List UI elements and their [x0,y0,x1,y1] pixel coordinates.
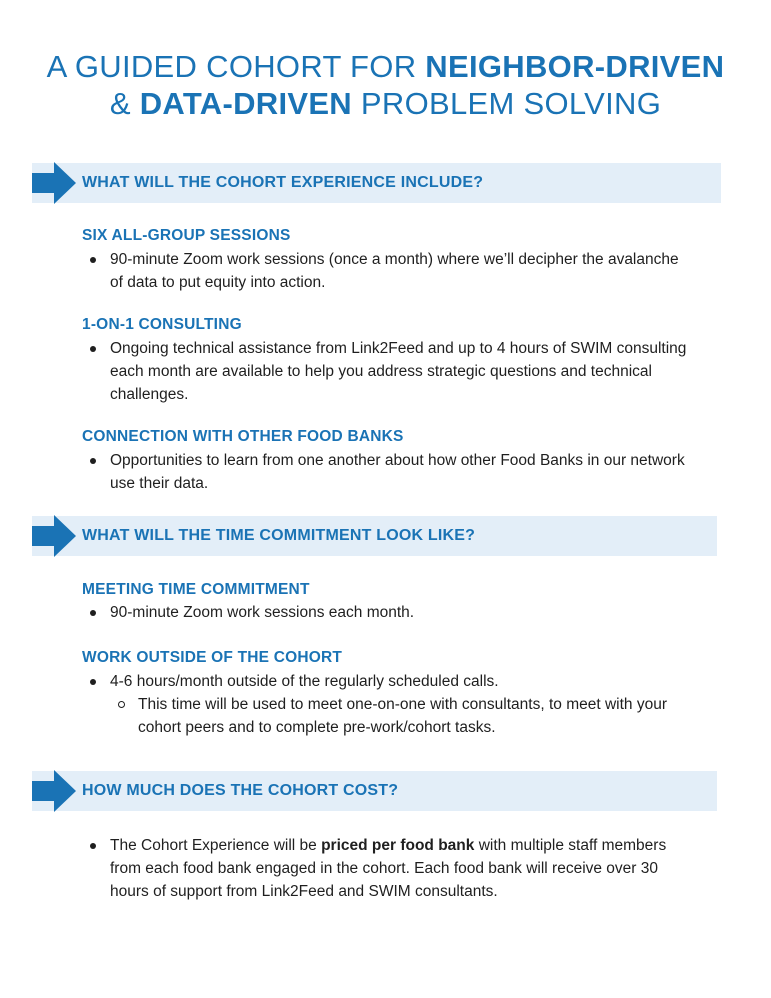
list-item-text: 90-minute Zoom work sessions (once a month) where we’ll decipher the avalanche of data to put equity into action. [110,251,679,291]
title-line1-bold: NEIGHBOR-DRIVEN [425,49,725,84]
bullet-icon [90,458,96,464]
section-3-heading: HOW MUCH DOES THE COHORT COST? [82,782,399,799]
list-item [110,601,690,624]
title-line2-prefix: & [109,86,140,121]
section-1-sub-1-title: SIX ALL-GROUP SESSIONS [82,227,291,244]
list-item-text-bold: priced per food bank [321,837,475,854]
bullet-icon [90,843,96,849]
section-1-sub-3-title: CONNECTION WITH OTHER FOOD BANKS [82,428,404,445]
list-item [110,670,690,693]
list-item-text-prefix: The Cohort Experience will be [110,837,322,854]
list-item [110,834,690,903]
bullet-icon [90,610,96,616]
hollow-bullet-icon [118,701,125,708]
arrow-right-icon [32,768,78,814]
title-line2-bold: DATA-DRIVEN [139,86,352,121]
list-subitem [138,693,698,739]
section-2-heading: WHAT WILL THE TIME COMMITMENT LOOK LIKE? [82,527,476,544]
bullet-icon [90,679,96,685]
section-2-sub-2-title: WORK OUTSIDE OF THE COHORT [82,649,343,666]
section-1-sub-2-title: 1-ON-1 CONSULTING [82,316,242,333]
list-item-text: 90-minute Zoom work sessions each month. [110,604,415,621]
section-2-sub-1-title: MEETING TIME COMMITMENT [82,581,310,598]
list-item-text: 4-6 hours/month outside of the regularly scheduled calls. [110,673,499,690]
list-item-text-suffix: with multiple staff members from each food bank engaged in the cohort. Each food bank will receive over 30 hours of support from Link2Feed and SWIM consultants. [110,837,667,900]
section-2-header [32,516,717,556]
arrow-right-icon [32,513,78,559]
list-subitem-text: This time will be used to meet one-on-one with consultants, to meet with your cohort peers and to complete pre-work/cohort tasks. [138,696,667,736]
list-item-text: Ongoing technical assistance from Link2Feed and up to 4 hours of SWIM consulting each month are available to help you address strategic questions and technical challenges. [110,340,687,403]
list-item [110,337,690,406]
title-line2-suffix: PROBLEM SOLVING [352,86,662,121]
section-3-header [32,771,717,811]
section-1-heading: WHAT WILL THE COHORT EXPERIENCE INCLUDE? [82,174,484,191]
list-item [110,449,690,495]
page-title [0,48,771,122]
section-1-header [32,163,721,203]
list-item [110,248,690,294]
bullet-icon [90,346,96,352]
arrow-right-icon [32,160,78,206]
list-item-text: Opportunities to learn from one another about how other Food Banks in our network use their data. [110,452,685,492]
bullet-icon [90,257,96,263]
title-line1-prefix: A GUIDED COHORT FOR [46,49,426,84]
